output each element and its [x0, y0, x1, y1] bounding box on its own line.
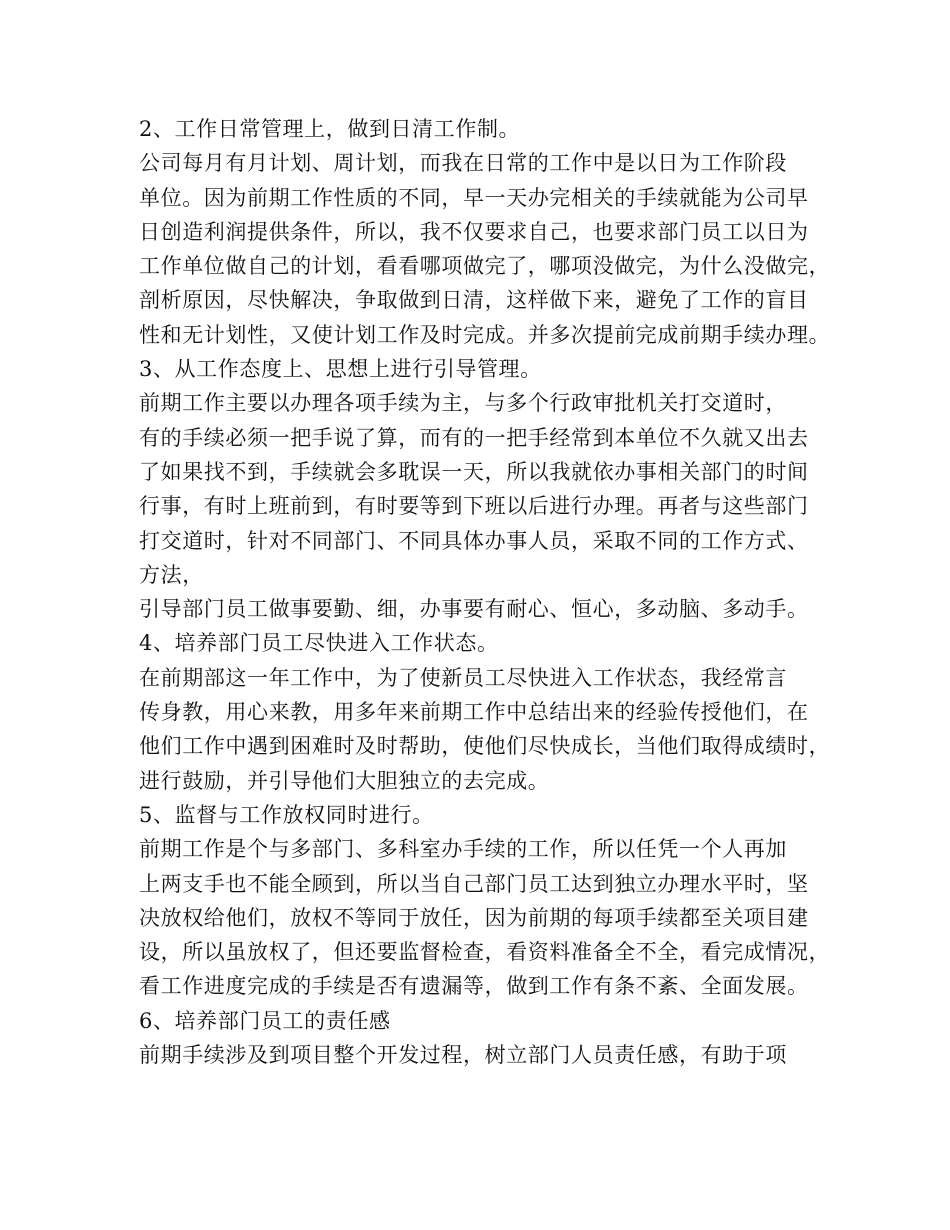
text-line: 引导部门员工做事要勤、细，办事要有耐心、恒心，多动脑、多动手。	[139, 597, 809, 622]
text-line: 行事，有时上班前到，有时要等到下班以后进行办理。再者与这些部门	[139, 494, 809, 519]
text-line: 上两支手也不能全顾到，所以当自己部门员工达到独立办理水平时，坚	[139, 871, 809, 896]
text-line: 打交道时，针对不同部门、不同具体办事人员，采取不同的工作方式、	[139, 528, 809, 553]
text-line: 决放权给他们，放权不等同于放任，因为前期的每项手续都至关项目建	[139, 905, 809, 930]
text-line: 前期工作是个与多部门、多科室办手续的工作，所以任凭一个人再加	[139, 837, 787, 862]
text-line: 2、工作日常管理上，做到日清工作制。	[139, 117, 521, 141]
text-line: 看工作进度完成的手续是否有遗漏等，做到工作有条不紊、全面发展。	[139, 974, 809, 999]
text-line: 单位。因为前期工作性质的不同，早一天办完相关的手续就能为公司早	[139, 185, 809, 210]
text-line: 工作单位做自己的计划，看看哪项做完了，哪项没做完，为什么没做完，	[139, 254, 831, 279]
document-body	[139, 112, 839, 1072]
text-line: 前期工作主要以办理各项手续为主，与多个行政审批机关打交道时，	[139, 391, 787, 416]
text-line: 了如果找不到，手续就会多耽误一天，所以我就依办事相关部门的时间	[139, 459, 809, 484]
text-line: 前期手续涉及到项目整个开发过程，树立部门人员责任感，有助于项	[139, 1043, 787, 1068]
text-line: 剖析原因，尽快解决，争取做到日清，这样做下来，避免了工作的盲目	[139, 288, 809, 313]
text-line: 他们工作中遇到困难时及时帮助，使他们尽快成长，当他们取得成绩时，	[139, 734, 831, 759]
text-line: 传身教，用心来教，用多年来前期工作中总结出来的经验传授他们，在	[139, 700, 809, 725]
text-line: 3、从工作态度上、思想上进行引导管理。	[139, 357, 542, 382]
text-line: 进行鼓励，并引导他们大胆独立的去完成。	[139, 768, 550, 793]
text-line: 方法，	[139, 562, 204, 587]
text-line: 5、监督与工作放权同时进行。	[139, 802, 434, 827]
text-line: 6、培养部门员工的责任感	[139, 1008, 391, 1033]
text-line: 日创造利润提供条件，所以，我不仅要求自己，也要求部门员工以日为	[139, 219, 809, 244]
text-line: 4、培养部门员工尽快进入工作状态。	[139, 631, 499, 656]
text-line: 性和无计划性，又使计划工作及时完成。并多次提前完成前期手续办理。	[139, 322, 831, 347]
text-line: 有的手续必须一把手说了算，而有的一把手经常到本单位不久就又出去	[139, 425, 809, 450]
text-line: 设，所以虽放权了，但还要监督检查，看资料准备全不全，看完成情况，	[139, 940, 831, 965]
text-line: 在前期部这一年工作中，为了使新员工尽快进入工作状态，我经常言	[139, 665, 787, 690]
text-line: 公司每月有月计划、周计划，而我在日常的工作中是以日为工作阶段	[139, 151, 787, 176]
